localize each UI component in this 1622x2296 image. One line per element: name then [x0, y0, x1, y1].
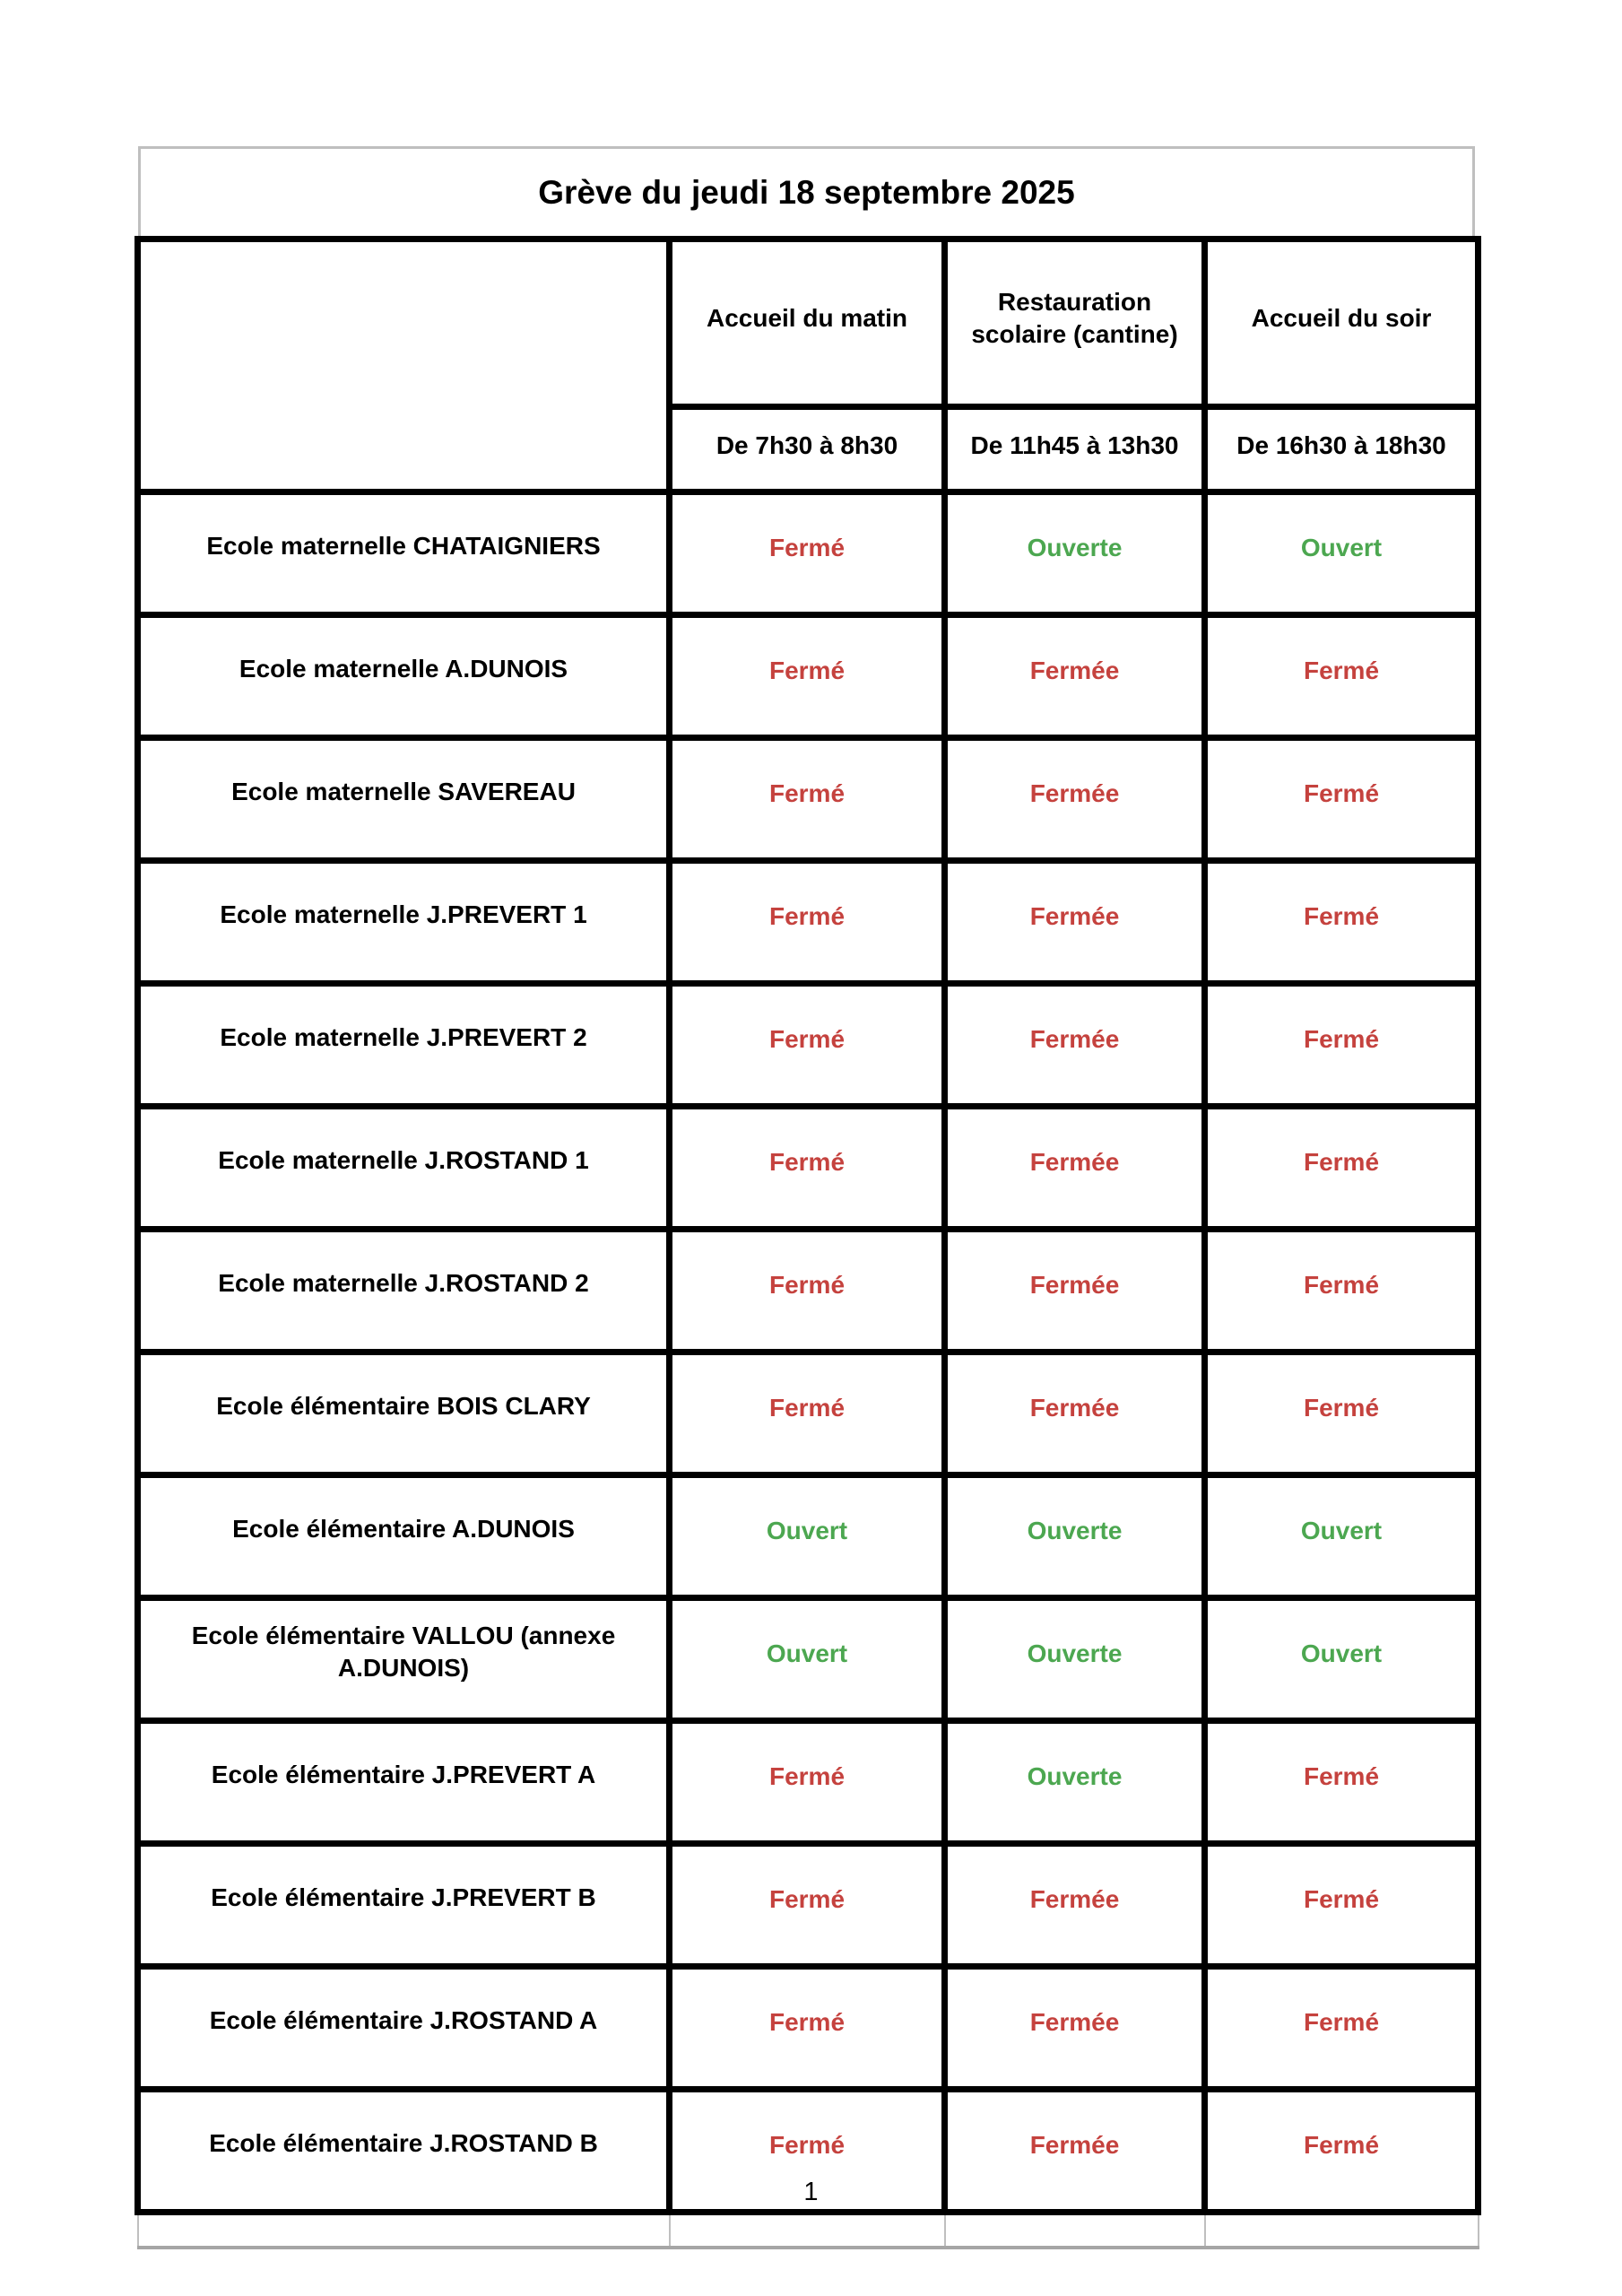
status-cell: Fermé — [670, 984, 945, 1107]
school-name-cell: Ecole maternelle J.PREVERT 2 — [138, 984, 670, 1107]
status-cell: Fermé — [670, 615, 945, 738]
table-row — [138, 1967, 1479, 2090]
table-row — [138, 1475, 1479, 1598]
table-row — [138, 861, 1479, 984]
status-cell: Fermée — [945, 984, 1205, 1107]
school-name-cell: Ecole maternelle A.DUNOIS — [138, 615, 670, 738]
status-cell: Fermé — [1205, 1352, 1479, 1475]
table-row — [138, 1230, 1479, 1352]
school-name-cell: Ecole maternelle J.ROSTAND 1 — [138, 1107, 670, 1230]
page-title: Grève du jeudi 18 septembre 2025 — [538, 173, 1075, 211]
status-cell: Ouverte — [945, 492, 1205, 615]
school-name-cell: Ecole maternelle J.ROSTAND 2 — [138, 1230, 670, 1352]
status-cell: Fermée — [945, 738, 1205, 861]
status-cell: Fermé — [670, 861, 945, 984]
status-cell: Fermé — [670, 738, 945, 861]
empty-cell — [1205, 2213, 1479, 2248]
school-name-cell: Ecole élémentaire J.ROSTAND A — [138, 1967, 670, 2090]
strike-status-table — [134, 236, 1481, 2249]
status-cell: Fermée — [945, 1230, 1205, 1352]
status-cell: Fermée — [945, 1844, 1205, 1967]
status-cell: Fermé — [1205, 1721, 1479, 1844]
status-cell: Fermé — [1205, 738, 1479, 861]
time-header-soir: De 16h30 à 18h30 — [1205, 407, 1479, 492]
status-cell: Fermé — [670, 1721, 945, 1844]
status-cell: Ouverte — [945, 1721, 1205, 1844]
status-cell: Fermé — [1205, 1107, 1479, 1230]
table-row — [138, 1107, 1479, 1230]
header-row-services — [138, 239, 1479, 407]
empty-row — [138, 2213, 1479, 2248]
school-name-cell: Ecole élémentaire BOIS CLARY — [138, 1352, 670, 1475]
table-row — [138, 492, 1479, 615]
col-header-accueil-soir: Accueil du soir — [1205, 239, 1479, 407]
status-cell: Fermé — [1205, 1230, 1479, 1352]
school-name-cell: Ecole maternelle SAVEREAU — [138, 738, 670, 861]
page-number: 1 — [803, 2178, 819, 2206]
status-cell: Fermé — [670, 1230, 945, 1352]
time-header-cantine: De 11h45 à 13h30 — [945, 407, 1205, 492]
status-cell: Ouvert — [1205, 492, 1479, 615]
empty-cell — [138, 2213, 670, 2248]
table-row — [138, 1844, 1479, 1967]
status-cell: Fermé — [670, 2090, 945, 2213]
status-cell: Fermé — [670, 1967, 945, 2090]
table-row — [138, 1598, 1479, 1721]
table-row — [138, 984, 1479, 1107]
empty-cell — [670, 2213, 945, 2248]
status-cell: Fermé — [1205, 984, 1479, 1107]
status-cell: Fermée — [945, 1352, 1205, 1475]
school-name-cell: Ecole maternelle J.PREVERT 1 — [138, 861, 670, 984]
status-cell: Fermé — [670, 1107, 945, 1230]
empty-cell — [945, 2213, 1205, 2248]
table-row — [138, 1721, 1479, 1844]
status-cell: Fermé — [670, 492, 945, 615]
status-cell: Fermée — [945, 861, 1205, 984]
title-box — [138, 146, 1475, 239]
status-cell: Fermé — [670, 1352, 945, 1475]
col-header-restauration: Restauration scolaire (cantine) — [945, 239, 1205, 407]
status-cell: Fermée — [945, 2090, 1205, 2213]
table-row — [138, 615, 1479, 738]
status-cell: Fermé — [1205, 2090, 1479, 2213]
col-header-accueil-matin: Accueil du matin — [670, 239, 945, 407]
status-cell: Fermé — [670, 1844, 945, 1967]
status-cell: Ouvert — [1205, 1475, 1479, 1598]
school-name-cell: Ecole élémentaire J.PREVERT B — [138, 1844, 670, 1967]
corner-cell — [138, 239, 670, 492]
status-cell: Ouverte — [945, 1475, 1205, 1598]
status-cell: Fermée — [945, 615, 1205, 738]
status-cell: Ouvert — [670, 1598, 945, 1721]
status-cell: Fermé — [1205, 1967, 1479, 2090]
status-cell: Ouverte — [945, 1598, 1205, 1721]
status-cell: Ouvert — [1205, 1598, 1479, 1721]
status-cell: Ouvert — [670, 1475, 945, 1598]
status-cell: Fermée — [945, 1967, 1205, 2090]
status-cell: Fermé — [1205, 615, 1479, 738]
status-cell: Fermé — [1205, 1844, 1479, 1967]
status-cell: Fermé — [1205, 861, 1479, 984]
school-name-cell: Ecole élémentaire J.ROSTAND B — [138, 2090, 670, 2213]
school-name-cell: Ecole élémentaire J.PREVERT A — [138, 1721, 670, 1844]
school-name-cell: Ecole maternelle CHATAIGNIERS — [138, 492, 670, 615]
school-name-cell: Ecole élémentaire VALLOU (annexe A.DUNOIS) — [138, 1598, 670, 1721]
table-row — [138, 1352, 1479, 1475]
time-header-matin: De 7h30 à 8h30 — [670, 407, 945, 492]
table-row — [138, 738, 1479, 861]
school-name-cell: Ecole élémentaire A.DUNOIS — [138, 1475, 670, 1598]
status-cell: Fermée — [945, 1107, 1205, 1230]
